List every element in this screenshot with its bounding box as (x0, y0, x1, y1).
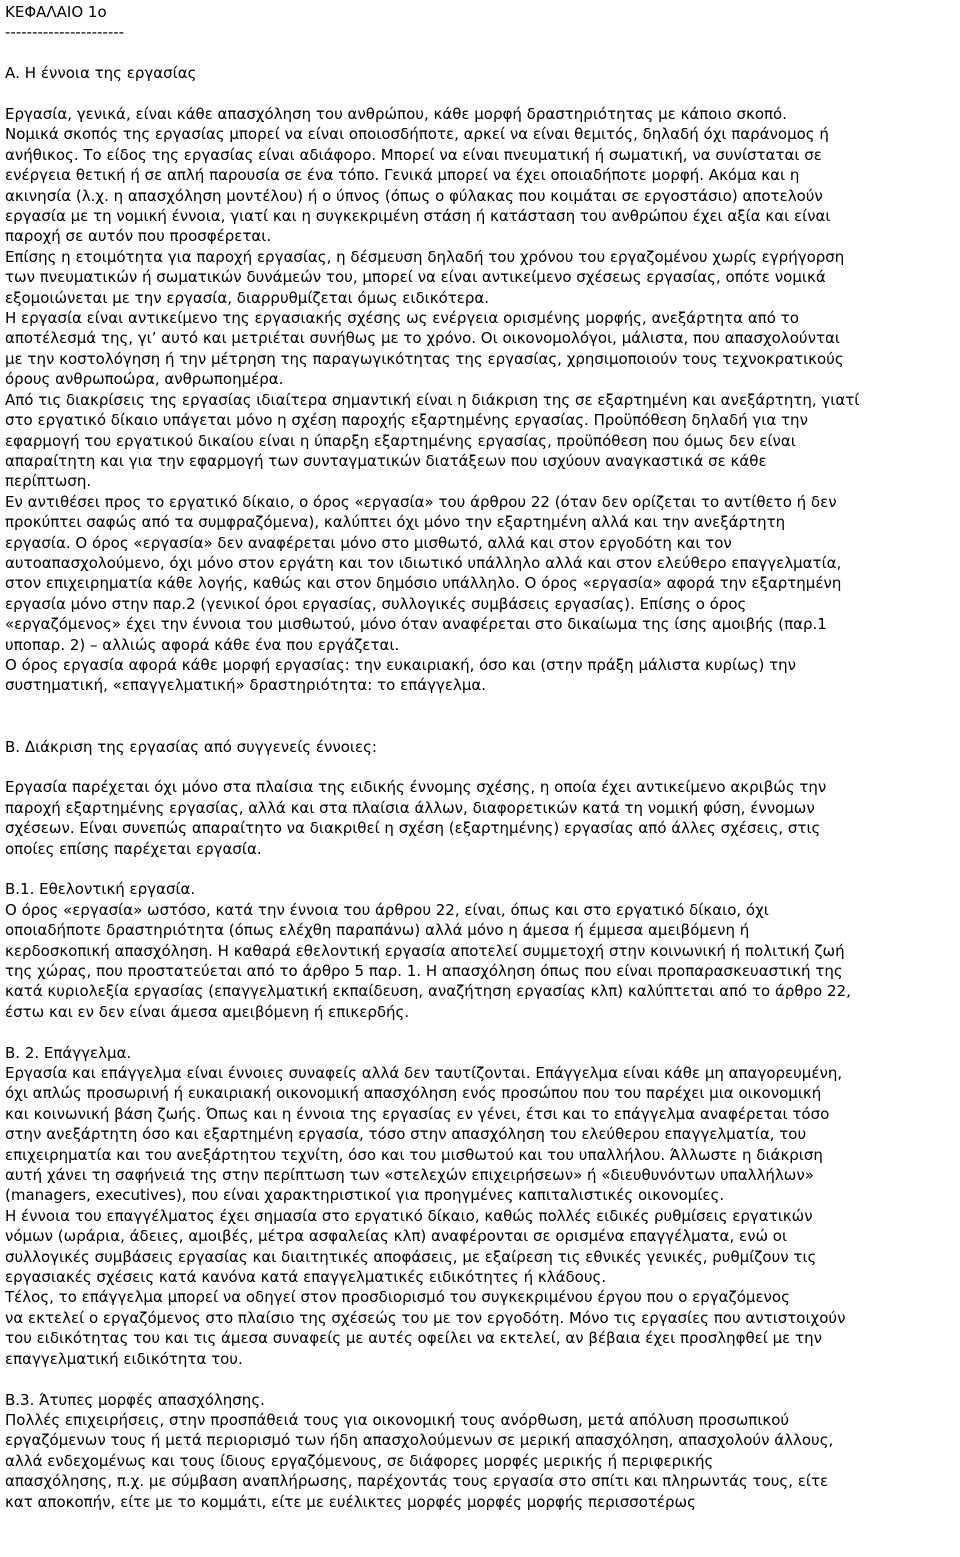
text-line: επιχειρηματία και του ανεξάρτητου τεχνίτη, όσο και του μισθωτού και του υπαλλήλου. Άλλωστε η διάκριση (5, 1145, 823, 1164)
text-line: Πολλές επιχειρήσεις, στην προσπάθειά τους για οικονομική τους ανόρθωση, μετά απόλυση προσωπικού (5, 1410, 790, 1429)
text-line: Β.1. Εθελοντική εργασία. (5, 880, 196, 899)
text-line: Β. 2. Επάγγελμα. (5, 1043, 132, 1062)
text-line: Ο όρος εργασία αφορά κάθε μορφή εργασίας: την ευκαιριακή, όσο και (στην πράξη μάλιστα κυρίως) την (5, 655, 797, 674)
blank-line (5, 1369, 954, 1389)
text-line: έστω και εν δεν είναι άμεσα αμειβόμενη ή επικερδής. (5, 1002, 410, 1021)
text-line: Η έννοια του επαγγέλματος έχει σημασία στο εργατικό δίκαιο, καθώς πολλές ειδικές ρυθμίσεις εργατικών (5, 1206, 813, 1225)
text-line: υποπαρ. 2) – αλλιώς αφορά κάθε ένα που εργάζεται. (5, 635, 400, 654)
text-line: αποτέλεσμά της, γι’ αυτό και μετριέται συνήθως με το χρόνο. Οι οικονομολόγοι, μάλιστα, που απασχολούνται (5, 329, 840, 348)
text-line: στο εργατικό δίκαιο υπάγεται μόνο η σχέση παροχής εξαρτημένης εργασίας. Προϋπόθεση δηλαδή για την (5, 411, 808, 430)
text-line: συλλογικές συμβάσεις εργασίας και διαιτητικές αποφάσεις, με εξαίρεση τις εθνικές γενικές, ρυθμίζουν τις (5, 1247, 817, 1266)
text-line: κατ αποκοπήν, είτε με το κομμάτι, είτε με ευέλικτες μορφές μορφές μορφής περισσοτέρως (5, 1492, 696, 1511)
text-line: Β.3. Άτυπες μορφές απασχόλησης. (5, 1390, 265, 1409)
blank-line (5, 716, 954, 736)
text-line: της χώρας, που προστατεύεται από το άρθρο 5 παρ. 1. Η απασχόληση όπως που είναι προπαρασκευαστική της (5, 962, 843, 980)
text-line: αυτή χάνει τη σαφήνειά της στην περίπτωση των «στελεχών επιχειρήσεων» ή «διευθυνόντων υπαλλήλων» (5, 1166, 814, 1185)
text-line: παροχή εξαρτημένης εργασίας, αλλά και στα πλαίσια άλλων, διαφορετικών κατά τη νομική φύση, έννομων (5, 798, 815, 817)
text-line: οποίες επίσης παρέχεται εργασία. (5, 839, 262, 858)
blank-line (5, 43, 954, 63)
text-line: Εν αντιθέσει προς το εργατικό δίκαιο, ο όρος «εργασία» του άρθρου 22 (όταν δεν ορίζεται το αντίθετο ή δεν (5, 492, 837, 511)
text-line: Α. Η έννοια της εργασίας (5, 64, 197, 83)
text-line: Εργασία και επάγγελμα είναι έννοιες συναφείς αλλά δεν ταυτίζονται. Επάγγελμα είναι κάθε μη απαγορευμένη, (5, 1064, 843, 1083)
text-line: του ειδικότητας του και τις άμεσα συναφείς με αυτές οφείλει να εκτελεί, αν βέβαια έχει προσληφθεί με την (5, 1329, 822, 1348)
text-line: εργασία με τη νομική έννοια, γιατί και η συγκεκριμένη στάση ή κατάσταση του ανθρώπου έχει αξία και είναι (5, 207, 831, 226)
text-line: Εργασία παρέχεται όχι μόνο στα πλαίσια της ειδικής έννομης σχέσης, η οποία έχει αντικείμενο ακριβώς την (5, 778, 827, 797)
blank-line (5, 757, 954, 777)
blank-line (5, 84, 954, 104)
text-line: σχέσεων. Είναι συνεπώς απαραίτητο να διακριθεί η σχέση (εξαρτημένης) εργασίας από άλλες σχέσεις, στις (5, 819, 821, 838)
text-line: εργαζόμενων τους ή μετά περιορισμό των ήδη απασχολούμενων σε μερική απασχόληση, απασχολούν άλλους, (5, 1431, 834, 1450)
text-line: όχι απλώς προσωρινή ή ευκαιριακή οικονομική απασχόληση ενός προσώπου που του παρέχει μια οικονομική (5, 1084, 822, 1103)
text-line: εργασία μόνο στην παρ.2 (γενικοί όροι εργασίας, συλλογικές συμβάσεις εργασίας). Επίσης ο όρος (5, 594, 747, 613)
text-line: Ο όρος «εργασία» ωστόσο, κατά την έννοια του άρθρου 22, είναι, όπως και στο εργατικό δίκαιο, όχι (5, 900, 769, 919)
text-line: κατά κυριολεξία εργασίας (επαγγελματική εκπαίδευση, αναζήτηση εργασίας κλπ) καλύπτεται από το άρθρο 22, (5, 982, 851, 1001)
text-line: εφαρμογή του εργατικού δικαίου είναι η ύπαρξη εξαρτημένης εργασίας, προϋπόθεση που όμως δεν είναι (5, 431, 796, 450)
text-line: στον επιχειρηματία κάθε λογής, καθώς και στον δημόσιο υπάλληλο. Ο όρος «εργασία» αφορά την εξαρτημένη (5, 574, 842, 593)
text-line: αυτοαπασχολούμενο, όχι μόνο στον εργάτη και τον ιδιωτικό υπάλληλο αλλά και στον ελεύθερο επαγγελματία, (5, 553, 842, 572)
text-line: αλλά ενδεχομένως και τους ίδιους εργαζόμενους, σε διάφορες μορφές μερικής ή περιφερικής (5, 1451, 714, 1470)
text-line: Νομικά σκοπός της εργασίας μπορεί να είναι οποιοσδήποτε, αρκεί να είναι θεμιτός, δηλαδή όχι παράνομος ή (5, 125, 829, 144)
text-line: εργασιακές σχέσεις κατά κανόνα κατά επαγγελματικές ειδικότητες ή κλάδους. (5, 1268, 607, 1287)
text-line: όρους ανθρωποώρα, ανθρωποημέρα. (5, 370, 284, 389)
text-line: συστηματική, «επαγγελματική» δραστηριότητα: το επάγγελμα. (5, 676, 487, 695)
text-line: Επίσης η ετοιμότητα για παροχή εργασίας, η δέσμευση δηλαδή του χρόνου του εργαζομένου χωρίς εγρήγορση (5, 247, 845, 266)
blank-line (5, 1022, 954, 1042)
text-line: νόμων (ωράρια, άδειες, αμοιβές, μέτρα ασφαλείας κλπ) αναφέρονται σε ορισμένα επαγγέλματα, ενώ οι (5, 1227, 788, 1246)
text-line: απασχόλησης, π.χ. με σύμβαση αναπλήρωσης, παρέχοντάς τους εργασία στο σπίτι και πληρωντάς τους, είτε (5, 1472, 829, 1491)
text-line: να εκτελεί ο εργαζόμενος στο πλαίσιο της σχέσεώς του με τον εργοδότη. Μόνο τις εργασίες που αντιστοιχούν (5, 1308, 846, 1327)
text-line: με την κοστολόγηση ή την μέτρηση της παραγωγικότητας της εργασίας, χρησιμοποιούν τους τεχνοκρατικούς (5, 349, 844, 368)
text-line: και κοινωνική βάση ζωής. Όπως και η έννοια της εργασίας εν γένει, έτσι και το επάγγελμα αναφέρεται τόσο (5, 1104, 830, 1123)
text-line: Από τις διακρίσεις της εργασίας ιδιαίτερα σημαντική είναι η διάκριση της σε εξαρτημένη και ανεξάρτητη, γιατί (5, 390, 860, 409)
text-line: απαραίτητη και για την εφαρμογή των συνταγματικών διατάξεων που ισχύουν αναγκαστικά σε κάθε (5, 451, 767, 470)
text-line: των πνευματικών ή σωματικών δυνάμεών του, μπορεί να είναι αντικείμενο σχέσεως εργασίας, οπότε νομικά (5, 268, 826, 287)
blank-line (5, 859, 954, 879)
text-line: εργασία. Ο όρος «εργασία» δεν αναφέρεται μόνο στο μισθωτό, αλλά και στον εργοδότη και τον (5, 533, 732, 552)
text-line: οποιαδήποτε δραστηριότητα (όπως ελέχθη παραπάνω) αλλά μόνο η άμεσα ή έμμεσα αμειβόμενη ή (5, 921, 750, 940)
text-line: ακινησία (λ.χ. η απασχόληση μοντέλου) ή ο ύπνος (όπως ο φύλακας που κοιμάται σε εργοστάσιο) αποτελούν (5, 186, 823, 205)
text-line: προκύπτει σαφώς από τα συμφραζόμενα), καλύπτει όχι μόνο την εξαρτημένη αλλά και την ανεξάρτητη (5, 513, 786, 532)
text-line: εξομοιώνεται με την εργασία, διαρρυθμίζεται όμως ειδικότερα. (5, 288, 490, 307)
text-line: Η εργασία είναι αντικείμενο της εργασιακής σχέσης ως ενέργεια ορισμένης μορφής, ανεξάρτητα από το (5, 309, 799, 328)
text-line: Β. Διάκριση της εργασίας από συγγενείς έννοιες: (5, 737, 377, 756)
text-line: Εργασία, γενικά, είναι κάθε απασχόληση του ανθρώπου, κάθε μορφή δραστηριότητας με κάποιο σκοπό. (5, 105, 787, 123)
text-line: παροχή σε αυτόν που προσφέρεται. (5, 227, 272, 246)
text-line: Τέλος, το επάγγελμα μπορεί να οδηγεί στον προσδιορισμό του συγκεκριμένου έργου που ο εργαζόμενος (5, 1288, 790, 1307)
text-line: (managers, executives), που είναι χαρακτηριστικοί για προηγμένες καπιταλιστικές οικονομίες. (5, 1186, 725, 1205)
text-line: «εργαζόμενος» έχει την έννοια του μισθωτού, μόνο όταν αναφέρεται στο δικαίωμα της ίσης αμοιβής (παρ.1 (5, 615, 827, 634)
text-line: στην ανεξάρτητη όσο και εξαρτημένη εργασία, τόσο στην απασχόληση του ελεύθερου επαγγελματία, του (5, 1125, 807, 1144)
text-line: περίπτωση. (5, 472, 92, 491)
text-line: ανήθικος. Το είδος της εργασίας είναι αδιάφορο. Μπορεί να είναι πνευματική ή σωματική, να συνίσταται σε (5, 145, 822, 164)
text-line: ---------------------- (5, 23, 125, 42)
text-line: ενέργεια θετική ή σε απλή παρουσία σε ένα τόπο. Γενικά μπορεί να έχει οποιαδήποτε μορφή. Ακόμα και η (5, 166, 800, 185)
text-line: επαγγελματική ειδικότητα του. (5, 1349, 243, 1368)
text-line: ΚΕΦΑΛΑΙΟ 1ο (5, 3, 107, 21)
blank-line (5, 696, 954, 716)
text-line: κερδοσκοπική απασχόληση. Η καθαρά εθελοντική εργασία αποτελεί συμμετοχή στην κοινωνική ή πολιτική ζωή (5, 941, 845, 960)
